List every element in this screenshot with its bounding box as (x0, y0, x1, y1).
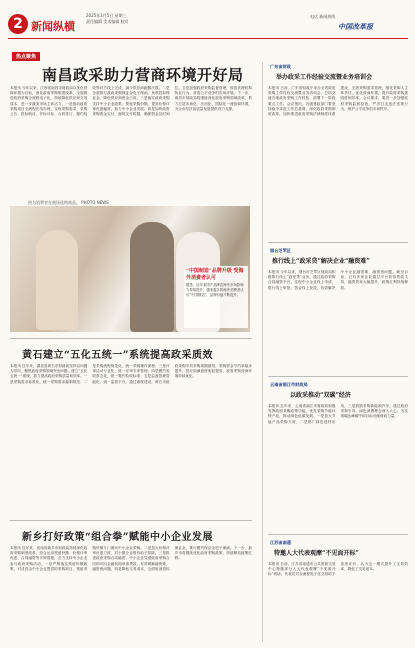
sidebar-1-headline: 举办政采工作经验交流暨业务培训会 (276, 74, 373, 81)
article-2-body: 本报讯 近年来，湖北省黄石市财政局坚持以问题为导向，聚焦政府采购领域突出问题，建立“五化五统一”系统，着力提高政府采购质量和效率。一是采购需求标准化，统一采购需求编制规范；二是采购流程规范化，统一采购操作流程；三是评审活动专业化，统一评审专家管理；四是履约验收常态化，统一履约验收标准；五是监督管理智能化，统一监管平台。通过系统建设，黄石市政府采购平均采购周期缩短，采购资金节约率稳步提升，供应商满意度明显提高，政府采购营商环境持续优化。 (10, 364, 252, 384)
sidebar-1-body: 本报讯 日前，广东省财政厅举办全省政府采购工作经验交流暨业务培训会，总结交流各地政府采购工作经验，部署下一阶段重点工作。会议指出，各级财政部门要坚持稳中求进工作总基调，深化政府采购制度改革，加快推进政府采购法律制度体系建设，完善采购需求管理，强化采购人主体责任，优化营商环境，提升政府采购透明度和效率。会议要求，要进一步加强政府采购监督检查，严厉打击违法违规行为，维护公平竞争的市场秩序。 (268, 86, 408, 117)
sidebar-4-headline: 特邀人大代表观摩“不见面开标” (274, 550, 359, 557)
sidebar-2-headline: 推行线上“政采贷”解决企业“融资难” (272, 258, 370, 265)
section-name: 新闻纵横 (31, 20, 75, 33)
sidebar-divider (268, 376, 408, 377)
sidebar-3-headline: 以政采推动“双碳”经济 (290, 392, 351, 399)
article-3-body: 本报讯 近年来，河南省新乡市财政局持续深化政府采购制度改革，综合运用预留份额、价格评审优惠、合同融资等多种措施，全力支持中小企业参与政府采购活动。一是严格落实预留份额政策，对适宜由中小企业提供的采购项目，预留采购份额专门面向中小企业采购。二是加大价格评审优惠力度，对小微企业报价给予扣除。三是推进政府采购合同融资，中小企业凭借政府采购合同即可向金融机构申请贷款，有效缓解融资难、融资贵问题。四是降低交易成本，全面取消投标保证金，推行履约保证金电子保函。下一步，新乡市将继续优化政府采购政策，持续释放政策红利。 (10, 546, 252, 571)
sidebar-divider (268, 242, 408, 243)
issue-number-badge: 2 (8, 14, 28, 34)
article-3-headline: 新乡打好政策“组合拳”赋能中小企业发展 (22, 532, 214, 543)
sidebar-divider (268, 534, 408, 535)
sidebar-3-tag: 云南省丽江市财政局 (270, 382, 308, 387)
photo-caption: 图为消费者在商场选购商品。 PHOTO NEWS (28, 200, 109, 205)
masthead-date: 2025年3月5日 星期三 (86, 13, 127, 18)
newspaper-logo: 中国改革报 (338, 22, 373, 31)
masthead-rule (8, 38, 408, 39)
article-divider (10, 338, 252, 339)
sidebar-1-tag: 广东省财政 (270, 64, 291, 69)
photo-callout-title: “中国制造”品牌升级 受海外消费者认可 (186, 268, 244, 281)
lead-section-tag: 热点聚焦 (12, 52, 40, 61)
photo-figure-center (130, 222, 174, 332)
masthead-meta (86, 13, 156, 24)
article-1-headline: 南昌政采助力营商环境开好局 (42, 66, 244, 84)
sidebar-2-tag: 烟台芝罘区 (270, 248, 291, 253)
article-1-body: 本报讯 今年以来，江西省南昌市财政局以优化营商环境为目标，深化政府采购制度改革，全面推进政府采购全流程电子化，持续降低供应商交易成本，进一步激发市场主体活力。一是推动政府采购项目全流程在线办理，实现采购需求、采购公告、投标响应、开标评标、合同签订、履约验收等环节线上完成，减少供应商跑腿次数。二是全面推行政府采购保证金电子保函，免收投标保证金，降低供应商资金占用。三是落实政府采购支持中小企业政策，预留采购份额，提高价格评审优惠幅度，助力中小企业发展。四是加快政府采购资金支付，缩短支付时限，确保资金及时到位。五是加强政府采购监督管理，规范代理机构执业行为，营造公平竞争的市场环境。下一步，南昌市财政局将继续深化政府采购领域改革，着力打造市场化、法治化、国际化一流营商环境，为全市经济高质量发展提供有力支撑。 (10, 86, 252, 117)
photo-callout-body: 据悉，近年来国产品牌在海外市场影响力持续提升，越来越多的海外消费者认可“中国制造”，品牌价值不断提升。 (186, 283, 244, 297)
sidebar-3-body: 本报讯 近年来，云南省丽江市财政局积极发挥政府采购政策功能，优先采购节能环保产品，推动绿色低碳发展。一是加大节能产品采购力度，二是推广绿色建材应用，三是鼓励采购新能源汽车。通过政府采购引导，绿色消费理念深入人心，为实现碳达峰碳中和目标贡献财政力量。 (268, 404, 408, 424)
photo-figure-left (36, 230, 78, 330)
sidebar-4-body: 本报讯 日前，江苏省南通市公共资源交易中心特邀部分人大代表观摩“不见面开标”现场，代表们对全流程电子化交易给予高度评价，认为这一模式提升了交易效率，降低了交易成本。 (268, 562, 408, 577)
sidebar-2-body: 本报讯 今年以来，烟台市芝罘区财政局积极推行线上“政采贷”业务，通过政府采购合同融资平台，实现中小企业线上申请、银行线上审批、资金线上发放，有效解决中小企业融资难、融资贵问题。截至目前，已有多家企业通过平台获得贷款支持，融资效率大幅提升，政策红利持续释放。 (268, 270, 408, 290)
masthead-editors: 责任编辑 美术编辑 校对 (86, 18, 129, 24)
sidebar-4-tag: 江苏省南通 (270, 540, 291, 545)
masthead-hotline: 电话 新闻热线 (310, 14, 336, 19)
article-divider (10, 520, 252, 521)
column-divider (262, 62, 263, 642)
article-2-headline: 黄石建立“五化五统一”系统提高政采质效 (22, 350, 214, 361)
